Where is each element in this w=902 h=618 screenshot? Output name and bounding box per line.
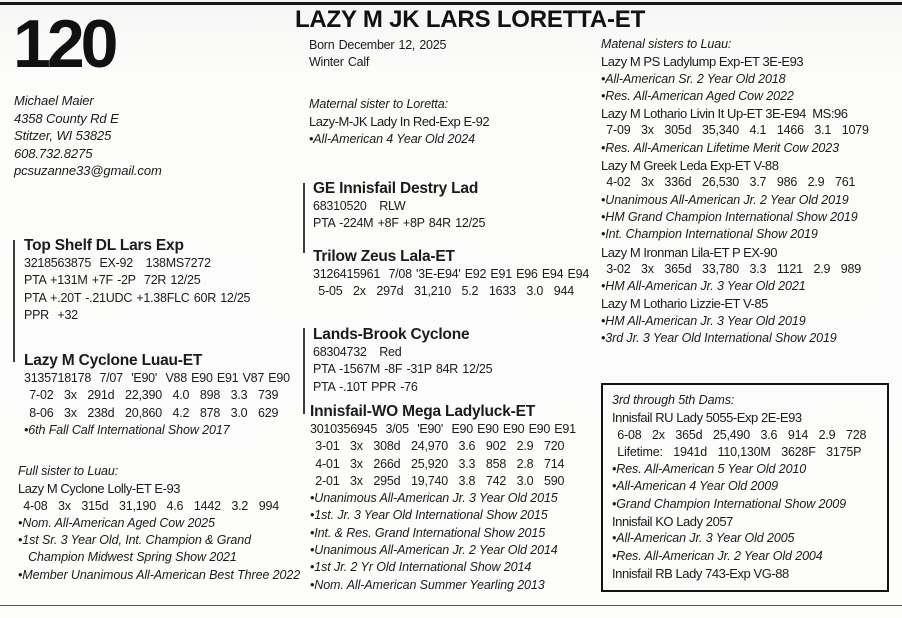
animal-name: Innisfail RU Lady 5055-Exp 2E-E93 [612, 410, 802, 426]
pedigree-data-line: Born December 12, 2025 [309, 38, 447, 52]
lactation-record: 4-01 3x 266d 25,920 3.3 858 2.8 714 [310, 456, 565, 471]
lactation-record: 6-08 2x 365d 25,490 3.6 914 2.9 728 [612, 427, 867, 442]
pedigree-data-line: 3126415961 7/08 '3E-E94' E92 E91 E96 E94 E94 [313, 267, 590, 281]
award-line: •Grand Champion International Show 2009 [612, 496, 846, 511]
award-line: •All-American 4 Year Old 2009 [612, 479, 778, 494]
award-line: •Int. Champion International Show 2019 [601, 227, 818, 242]
consignor-line: Michael Maier [14, 93, 94, 108]
pedigree-data-line: 68310520 RLW [313, 199, 406, 213]
award-line: •Unanimous All-American Jr. 3 Year Old 2015 [310, 491, 558, 506]
consignor-line: 4358 County Rd E [14, 110, 119, 126]
animal-name: Lazy M Ironman Lila-ET P EX-90 [601, 244, 778, 260]
animal-name-heading: GE Innisfail Destry Lad [313, 180, 479, 197]
pedigree-data-line: PTA -.10T PPR -76 [313, 379, 418, 394]
lactation-record: 4-02 3x 336d 26,530 3.7 986 2.9 761 [601, 175, 856, 190]
maternal-sister-loretta-block [309, 96, 595, 148]
award-line: •6th Fall Calf International Show 2017 [24, 422, 230, 437]
animal-name-heading: Innisfail-WO Mega Ladyluck-ET [310, 403, 536, 420]
pedigree-data-line: PTA +.20T -.21UDC +1.38FLC 60R 12/25 [24, 290, 251, 305]
section-label: Matenal sisters to Luau: [601, 37, 732, 51]
award-line: •1st Sr. 3 Year Old, Int. Champion & Grand [18, 533, 251, 548]
pedigree-data-line: Winter Calf [309, 55, 370, 70]
pedigree-bracket-line [13, 240, 15, 362]
dam-block [24, 351, 306, 439]
award-line: •All-American Jr. 3 Year Old 2005 [612, 531, 795, 546]
pedigree-data-line: 3218563875 EX-92 138MS7272 [24, 256, 211, 270]
lactation-record: 8-06 3x 238d 20,860 4.2 878 3.0 629 [24, 405, 279, 420]
award-line: •1st Jr. 2 Yr Old International Show 2014 [310, 560, 532, 575]
animal-name: Innisfail KO Lady 2057 [612, 514, 733, 530]
bottom-rule [0, 605, 902, 606]
lactation-record: 4-08 3x 315d 31,190 4.6 1442 3.2 994 [18, 498, 279, 513]
award-line: •Member Unanimous All-American Best Three 2022 [18, 567, 301, 582]
consignor-line: pcsuzanne33@gmail.com [14, 163, 162, 178]
animal-name-heading: Lazy M Cyclone Luau-ET [24, 352, 203, 369]
animal-name-heading: Lands-Brook Cyclone [313, 326, 470, 343]
sire-block [24, 236, 306, 324]
consignor-line: 608.732.8275 [14, 145, 93, 161]
lot-number: 120 [13, 6, 115, 82]
section-label: Full sister to Luau: [18, 464, 119, 478]
animal-name-heading: Trilow Zeus Lala-ET [313, 248, 455, 265]
maternal-granddam-block [310, 402, 602, 594]
pedigree-data-line: 68304732 Red [313, 345, 402, 359]
animal-name: Lazy M Cyclone Lolly-ET E-93 [18, 481, 181, 497]
award-line: •1st. Jr. 3 Year Old International Show 2015 [310, 508, 548, 523]
dams-box [601, 383, 889, 592]
award-line: •Nom. All-American Summer Yearling 2013 [310, 577, 545, 592]
award-line: •Int. & Res. Grand International Show 2015 [310, 525, 546, 540]
award-line: •HM All-American Jr. 3 Year Old 2019 [601, 313, 806, 328]
award-line: •HM Grand Champion International Show 2019 [601, 209, 858, 224]
award-line: •Nom. All-American Aged Cow 2025 [18, 515, 215, 530]
consignor-line: Stitzer, WI 53825 [14, 128, 112, 143]
animal-name: Lazy-M-JK Lady In Red-Exp E-92 [309, 114, 490, 130]
top-rule [0, 2, 902, 5]
paternal-granddam-block [313, 247, 603, 301]
animal-name: Lazy M Lothario Livin It Up-ET 3E-E94 MS:96 [601, 106, 848, 122]
award-line: •Res. All-American Aged Cow 2022 [601, 88, 794, 103]
lactation-record: 7-02 3x 291d 22,390 4.0 898 3.3 739 [24, 388, 279, 403]
section-label: 3rd through 5th Dams: [612, 393, 735, 407]
award-line: •Res. All-American Lifetime Merit Cow 2023 [601, 140, 839, 155]
animal-name: Lazy M Greek Leda Exp-ET V-88 [601, 158, 779, 174]
pedigree-data-line: 3010356945 3/05 'E90' E90 E90 E90 E90 E91 [310, 422, 576, 436]
maternal-sisters-luau-block [601, 36, 893, 347]
award-line: •Unanimous All-American Jr. 2 Year Old 2014 [310, 543, 558, 558]
pedigree-data-line: PTA -1567M -8F -31P 84R 12/25 [313, 362, 493, 377]
paternal-grandsire-block [313, 179, 599, 233]
animal-name: Lazy M Lothario Lizzie-ET V-85 [601, 296, 768, 312]
award-line: •Res. All-American Jr. 2 Year Old 2004 [612, 548, 823, 563]
birth-info-block [309, 37, 589, 72]
animal-name: Lazy M PS Ladylump Exp-ET 3E-E93 [601, 54, 804, 70]
award-line: •All-American Sr. 2 Year Old 2018 [601, 71, 786, 86]
lactation-record: 5-05 2x 297d 31,210 5.2 1633 3.0 944 [313, 284, 574, 299]
award-line: •3rd Jr. 3 Year Old International Show 2019 [601, 331, 837, 346]
page-title-animal-name: LAZY M JK LARS LORETTA-ET [294, 6, 646, 33]
pedigree-data-line: PPR +32 [24, 307, 78, 322]
lactation-record: 3-02 3x 365d 33,780 3.3 1121 2.9 989 [601, 261, 862, 276]
animal-name-heading: Top Shelf DL Lars Exp [24, 237, 184, 254]
full-sister-block [18, 463, 308, 584]
maternal-grandsire-block [313, 325, 599, 396]
award-line: •Unanimous All-American Jr. 2 Year Old 2019 [601, 192, 849, 207]
award-line: •All-American 4 Year Old 2024 [309, 131, 475, 146]
animal-name: Innisfail RB Lady 743-Exp VG-88 [612, 565, 789, 581]
award-line: •HM All-American Jr. 3 Year Old 2021 [601, 279, 806, 294]
lactation-record: 7-09 3x 305d 35,340 4.1 1466 3.1 1079 [601, 123, 869, 138]
consignor-block [14, 92, 274, 180]
section-label: Maternal sister to Loretta: [309, 97, 449, 111]
pedigree-data-line: PTA -224M +8F +8P 84R 12/25 [313, 216, 486, 231]
lactation-record: 3-01 3x 308d 24,970 3.6 902 2.9 720 [310, 439, 565, 454]
award-line: •Res. All-American 5 Year Old 2010 [612, 462, 807, 477]
lactation-record: Lifetime: 1941d 110,130M 3628F 3175P [612, 444, 862, 459]
pedigree-data-line: 3135718178 7/07 'E90' V88 E90 E91 V87 E90 [24, 371, 290, 385]
lactation-record: 2-01 3x 295d 19,740 3.8 742 3.0 590 [310, 473, 565, 488]
award-line: Champion Midwest Spring Show 2021 [18, 550, 237, 565]
pedigree-data-line: PTA +131M +7F -2P 72R 12/25 [24, 273, 201, 288]
